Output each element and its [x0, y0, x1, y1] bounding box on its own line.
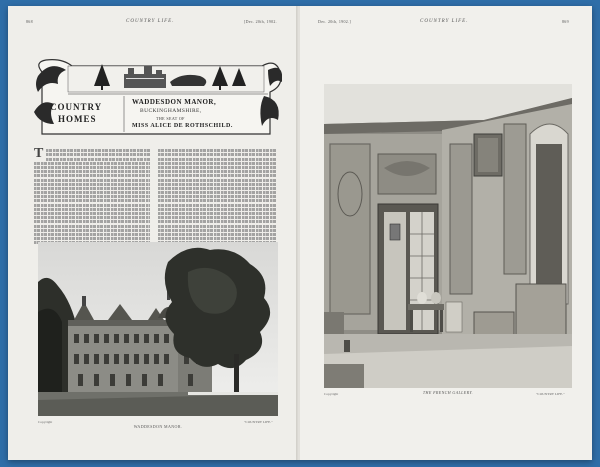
right-running-title: COUNTRY LIFE. — [420, 19, 469, 24]
right-running-date: Dec. 20th, 1902.] — [318, 19, 351, 24]
right-page-number: 869 — [562, 19, 569, 24]
manor-exterior-image — [38, 242, 278, 416]
right-photo-credit-copyright: Copyright — [324, 392, 339, 396]
country-homes-masthead — [32, 52, 282, 142]
country-heading: COUNTRY — [50, 102, 103, 112]
owner-name: MISS ALICE DE ROTHSCHILD. — [132, 123, 233, 129]
house-name: WADDESDON MANOR, — [132, 98, 217, 106]
right-page — [300, 6, 592, 460]
waddesdon-manor-photo — [38, 242, 278, 416]
article-column-right — [158, 148, 276, 246]
left-photo-caption: WADDESDON MANOR. — [133, 424, 183, 429]
drop-cap-letter: T — [34, 146, 44, 161]
left-page-number: 868 — [26, 19, 33, 24]
left-running-date: [Dec. 20th, 1902. — [244, 19, 277, 24]
left-page — [8, 6, 298, 460]
left-running-title: COUNTRY LIFE. — [126, 19, 175, 24]
homes-heading: HOMES — [58, 114, 97, 124]
left-photo-credit-copyright: Copyright — [38, 420, 53, 424]
article-column-left — [46, 148, 150, 246]
left-photo-credit-source: "COUNTRY LIFE." — [244, 420, 273, 424]
right-photo-credit-source: "COUNTRY LIFE." — [536, 392, 565, 396]
magazine-spread — [8, 6, 592, 460]
french-gallery-photo — [324, 84, 572, 388]
county-name: BUCKINGHAMSHIRE, — [140, 108, 202, 114]
right-photo-caption: THE FRENCH GALLERY. — [422, 390, 474, 395]
french-gallery-interior-image — [324, 84, 572, 388]
seat-of-label: THE SEAT OF — [156, 116, 185, 121]
